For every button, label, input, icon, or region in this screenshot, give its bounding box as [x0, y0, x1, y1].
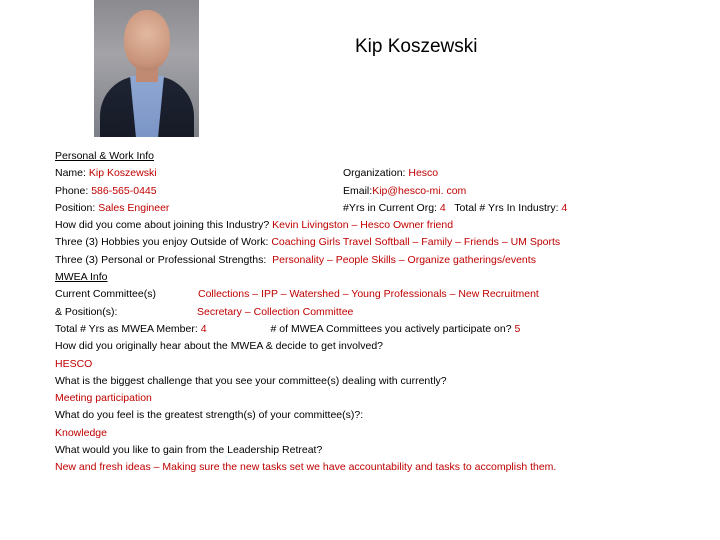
committee-value: Collections – IPP – Watershed – Young Professionals – New Recruitment [198, 288, 539, 301]
hear-question-row [55, 338, 715, 355]
strengths-answer: Personality – People Skills – Organize gatherings/events [272, 253, 536, 266]
joined-row [55, 217, 715, 234]
gain-answer-row [55, 459, 715, 476]
challenge-answer: Meeting participation [55, 392, 152, 405]
strength-answer-row [55, 425, 715, 442]
challenge-question-row [55, 373, 715, 390]
position-value: Sales Engineer [98, 201, 170, 214]
page-title: Kip Koszewski [355, 36, 478, 57]
strength-answer: Knowledge [55, 426, 107, 439]
membership-row [55, 321, 715, 338]
hobbies-row [55, 234, 715, 251]
years-field [343, 200, 567, 217]
strength-question: What do you feel is the greatest strength(s) of your committee(s)?: [55, 409, 364, 422]
member-years-value: 4 [200, 322, 207, 335]
committees-count-value: 5 [514, 322, 521, 335]
years-org-label: #Yrs in Current Org: [343, 201, 437, 214]
strength-question-row [55, 407, 715, 424]
committee-position-value: Secretary – Collection Committee [197, 305, 354, 318]
committees-count-label: # of MWEA Committees you actively participate on? [270, 322, 512, 335]
personal-section-heading: Personal & Work Info [55, 150, 155, 162]
hear-question: How did you originally hear about the MWEA & decide to get involved? [55, 340, 384, 353]
committee-position-row [55, 304, 715, 321]
committee-row [55, 286, 715, 303]
challenge-answer-row [55, 390, 715, 407]
years-industry-value: 4 [561, 201, 568, 214]
committee-label: Current Committee(s) [55, 288, 156, 301]
joined-answer: Kevin Livingston – Hesco Owner friend [272, 219, 454, 232]
hobbies-question: Three (3) Hobbies you enjoy Outside of Work: [55, 236, 269, 249]
position-label: Position: [55, 201, 96, 214]
name-value: Kip Koszewski [88, 167, 157, 180]
profile-photo [94, 0, 199, 137]
member-years-label: Total # Yrs as MWEA Member: [55, 322, 198, 335]
mwea-section-heading-row [55, 269, 715, 286]
gain-question: What would you like to gain from the Leadership Retreat? [55, 444, 323, 457]
gain-answer: New and fresh ideas – Making sure the new tasks set we have accountability and tasks to accomplish them. [55, 461, 557, 474]
org-value: Hesco [408, 167, 439, 180]
phone-value: 586-565-0445 [91, 184, 157, 197]
photo-head [124, 10, 170, 70]
mwea-section-heading: MWEA Info [55, 271, 108, 284]
phone-label: Phone: [55, 184, 89, 197]
joined-question: How did you come about joining this Industry? [55, 219, 270, 232]
name-label: Name: [55, 167, 86, 180]
email-label: Email: [343, 184, 373, 197]
email-value: Kip@hesco-mi. com [372, 184, 467, 197]
years-industry-label: Total # Yrs In Industry: [454, 201, 559, 214]
hear-answer-row [55, 356, 715, 373]
name-org-row [55, 165, 715, 182]
hear-answer: HESCO [55, 357, 93, 370]
hobbies-answer: Coaching Girls Travel Softball – Family – Friends – UM Sports [271, 236, 561, 249]
years-org-value: 4 [439, 201, 446, 214]
position-years-row [55, 200, 715, 217]
photo-shirt [130, 76, 164, 137]
profile-content [55, 148, 715, 477]
email-field [343, 183, 466, 200]
challenge-question: What is the biggest challenge that you see your committee(s) dealing with currently? [55, 374, 447, 387]
org-field [343, 165, 438, 182]
strengths-question: Three (3) Personal or Professional Strengths: [55, 253, 267, 266]
strengths-row [55, 252, 715, 269]
personal-section-heading-row [55, 148, 715, 165]
committee-position-label: & Position(s): [55, 305, 118, 318]
org-label: Organization: [343, 167, 406, 180]
phone-email-row [55, 183, 715, 200]
gain-question-row [55, 442, 715, 459]
